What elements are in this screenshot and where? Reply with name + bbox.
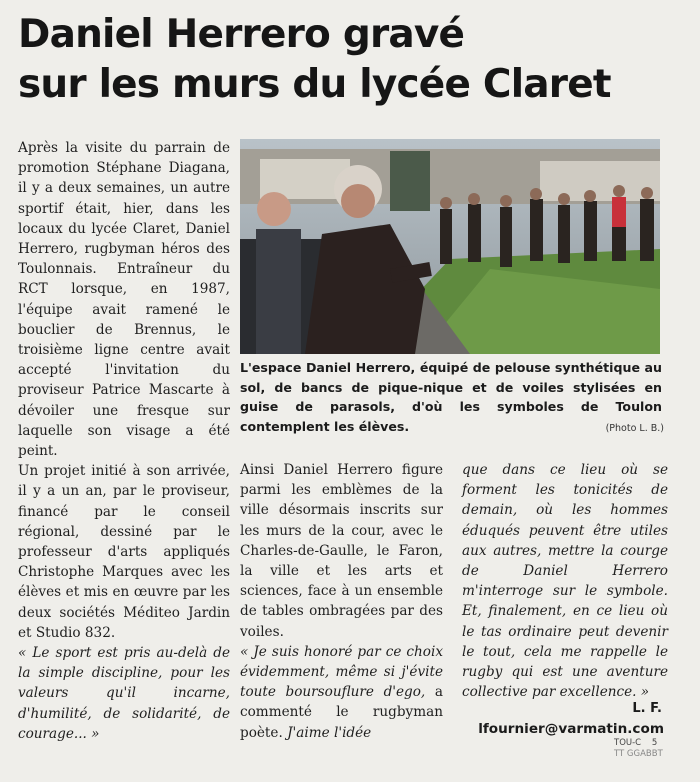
photo-credit: (Photo L. B.) bbox=[605, 423, 664, 434]
quote-1: « Le sport est pris au-delà de la simple discipline, pour les valeurs qu'il incarne, d'humilité, de solidarité, de courage... » bbox=[18, 645, 230, 742]
page-number: 5 bbox=[651, 738, 658, 748]
author-initials: L. F. bbox=[632, 701, 662, 716]
section-code: TOU-C bbox=[614, 738, 642, 748]
print-code: TT GGABBT bbox=[614, 749, 663, 759]
attribution: a commenté le rugbyman poète. bbox=[240, 684, 443, 741]
article-headline bbox=[18, 10, 688, 110]
photo-caption: L'espace Daniel Herrero, équipé de pelouse synthétique au sol, de bancs de pique-nique et de voiles stylisées en guise de parasols, d'où les symboles de Toulon contemplent les élèves. bbox=[240, 360, 662, 434]
photo-illustration bbox=[240, 139, 660, 354]
article-photo bbox=[240, 139, 660, 354]
paragraph-1: Après la visite du parrain de promotion Stéphane Diagana, il y a deux semaines, un autre sportif était, hier, dans les locaux du lycée Claret, Daniel Herrero, rugbyman héros des Toulonnais. Entraîneur du RCT lorsque, en 1987, l'équipe avait ramené le bouclier de Brennus, le troisième ligne centre avait accepté l'invitation du proviseur Patrice Mascarte à dévoiler une fresque sur laquelle son visage a été peint. bbox=[18, 140, 230, 460]
column-2 bbox=[240, 460, 443, 743]
paragraph-4 bbox=[240, 642, 443, 743]
page-footer bbox=[614, 738, 694, 760]
quote-3: que dans ce lieu où se forment les tonicités de demain, où les hommes éduqués peuvent être utiles aux autres, mettre la courge de Daniel Herrero m'interroge sur le symbole. Et, finalement, en ce lieu où le tas ordinaire peut devenir le tout, cela me rappelle le rugby qui est une aventure collective par excellence. » bbox=[462, 462, 668, 701]
author-email: lfournier@varmatin.com bbox=[478, 721, 664, 737]
paragraph-2: Un projet initié à son arrivée, il y a un an, par le proviseur, financé par le conseil régional, dessiné par le professeur d'arts appliqués Christophe Marques avec les élèves et mis en œuvre par les deux sociétés Méditeo Jardin et Studio 832. bbox=[18, 463, 230, 641]
headline-line-2: sur les murs du lycée Claret bbox=[18, 62, 611, 107]
quote-2a: « Je suis honoré par ce choix évidemment, même si j'évite toute boursouflure d'ego, bbox=[240, 643, 443, 701]
headline-line-1: Daniel Herrero gravé bbox=[18, 12, 465, 57]
column-3 bbox=[462, 460, 668, 702]
paragraph-3: Ainsi Daniel Herrero figure parmi les emblèmes de la ville désormais inscrits sur les murs de la cour, avec le Charles-de-Gaulle, le Faron, la ville et les arts et sciences, face à un ensemble de tables ombragées par des voiles. bbox=[240, 462, 443, 640]
quote-2b: J'aime l'idée bbox=[282, 724, 372, 741]
column-1 bbox=[18, 138, 230, 744]
